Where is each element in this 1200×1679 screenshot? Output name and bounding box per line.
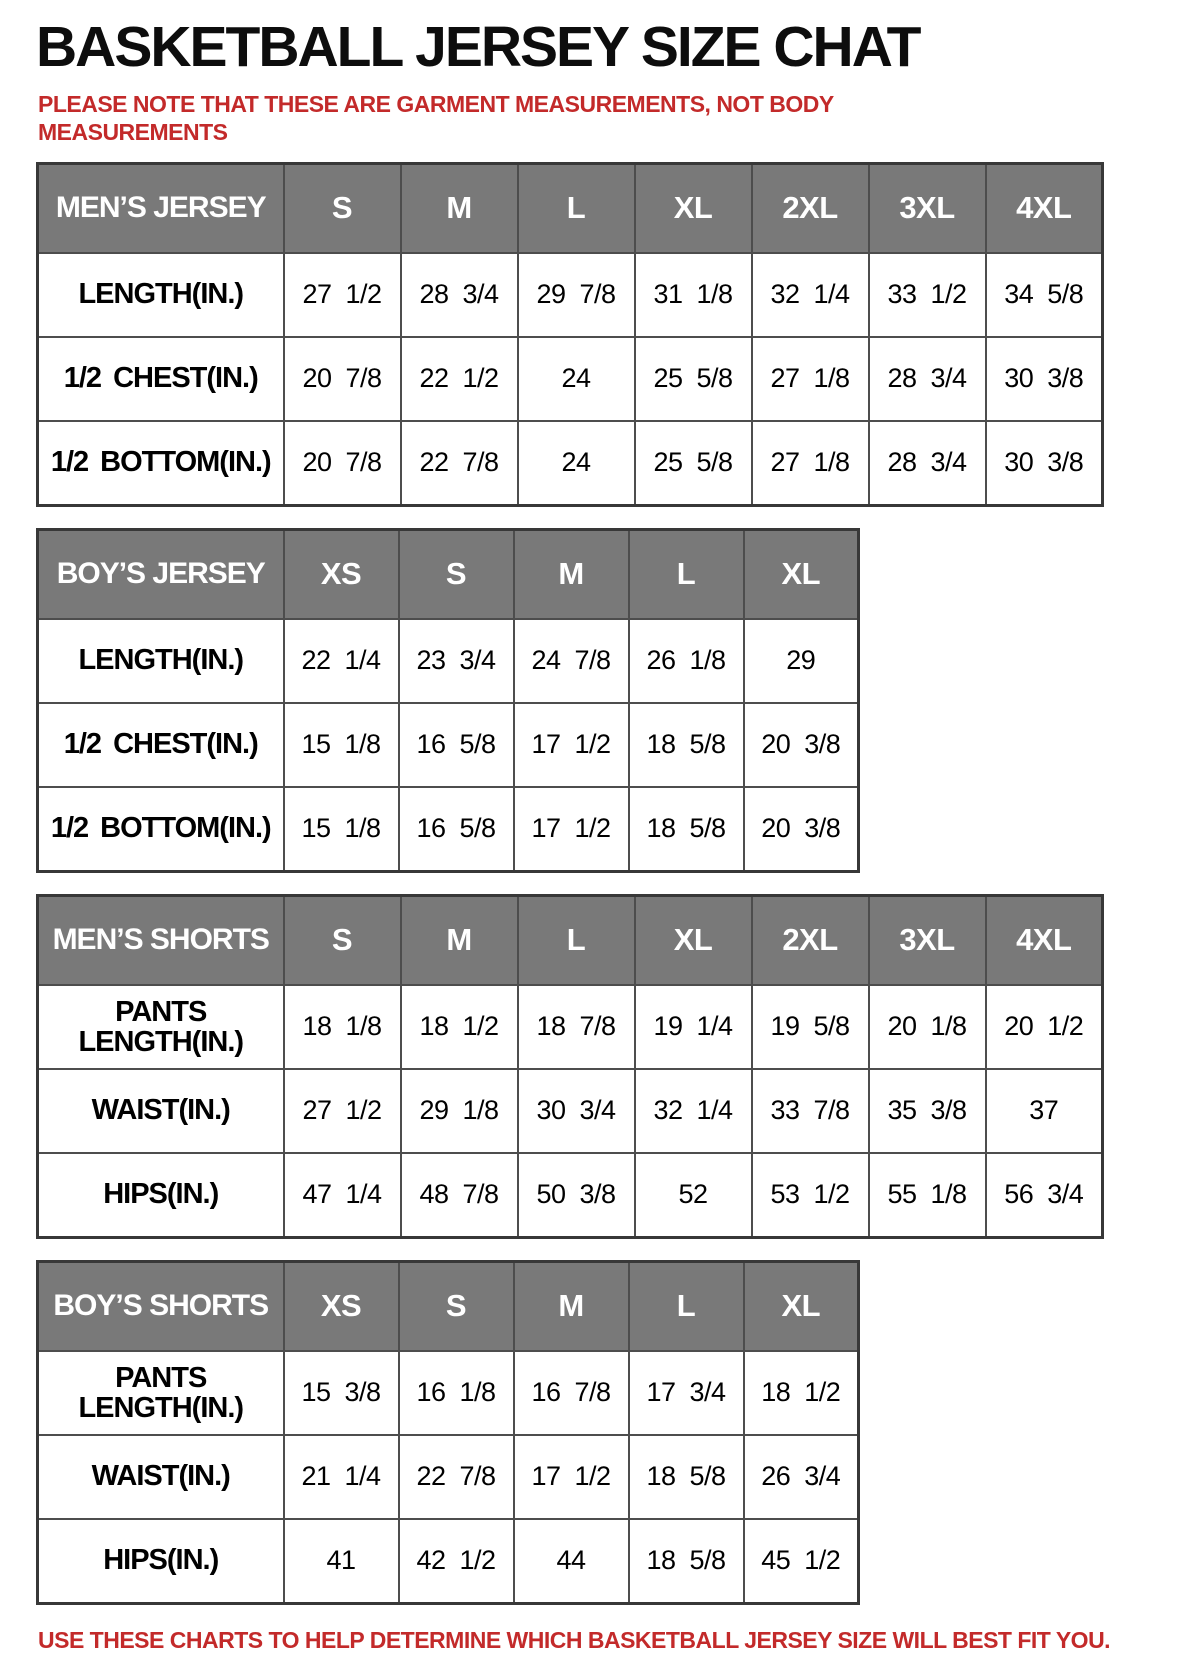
- measurement-value-cell: 18 5/8: [629, 1519, 744, 1604]
- size-header-cell: 3XL: [869, 895, 986, 985]
- measurement-value-cell: 33 1/2: [869, 253, 986, 337]
- tables-root: [36, 162, 1170, 1605]
- measurement-value-cell: 23 3/4: [399, 619, 514, 703]
- measurement-value-cell: 18 1/2: [401, 985, 518, 1069]
- size-table: [36, 894, 1104, 1239]
- measurement-value-cell: 26 3/4: [744, 1435, 859, 1519]
- measurement-value-cell: 32 1/4: [752, 253, 869, 337]
- footer-note: USE THESE CHARTS TO HELP DETERMINE WHICH BASKETBALL JERSEY SIZE WILL BEST FIT YOU.: [38, 1626, 1111, 1653]
- measurement-value-cell: 17 3/4: [629, 1351, 744, 1435]
- size-header-cell: XL: [635, 163, 752, 253]
- measurement-row: [38, 1153, 1103, 1238]
- header-row: [38, 529, 859, 619]
- size-header-cell: 2XL: [752, 895, 869, 985]
- measurement-value-cell: 45 1/2: [744, 1519, 859, 1604]
- header-row: [38, 163, 1103, 253]
- size-header-cell: S: [284, 895, 401, 985]
- garment-measurement-note: PLEASE NOTE THAT THESE ARE GARMENT MEASUREMENTS, NOT BODY MEASUREMENTS: [38, 90, 834, 145]
- measurement-value-cell: 27 1/8: [752, 337, 869, 421]
- measurement-value-cell: 21 1/4: [284, 1435, 399, 1519]
- measurement-value-cell: 26 1/8: [629, 619, 744, 703]
- measurement-value-cell: 19 1/4: [635, 985, 752, 1069]
- size-header-cell: 3XL: [869, 163, 986, 253]
- measurement-value-cell: 15 1/8: [284, 787, 399, 872]
- table-title-cell: MEN’S JERSEY: [38, 163, 284, 253]
- header-row: [38, 895, 1103, 985]
- measurement-value-cell: 30 3/4: [518, 1069, 635, 1153]
- measurement-row: [38, 1069, 1103, 1153]
- size-header-cell: S: [399, 1261, 514, 1351]
- measurement-value-cell: 20 1/2: [986, 985, 1103, 1069]
- size-header-cell: 4XL: [986, 163, 1103, 253]
- measurement-value-cell: 32 1/4: [635, 1069, 752, 1153]
- header-row: [38, 1261, 859, 1351]
- measurement-value-cell: 30 3/8: [986, 337, 1103, 421]
- measurement-value-cell: 17 1/2: [514, 1435, 629, 1519]
- measurement-value-cell: 29 1/8: [401, 1069, 518, 1153]
- size-header-cell: M: [401, 163, 518, 253]
- measurement-value-cell: 35 3/8: [869, 1069, 986, 1153]
- measurement-value-cell: 29 7/8: [518, 253, 635, 337]
- size-table: [36, 528, 860, 873]
- measurement-value-cell: 27 1/2: [284, 1069, 401, 1153]
- measurement-value-cell: 33 7/8: [752, 1069, 869, 1153]
- measurement-label-cell: 1/2 BOTTOM(IN.): [38, 787, 284, 872]
- measurement-value-cell: 52: [635, 1153, 752, 1238]
- measurement-value-cell: 25 5/8: [635, 337, 752, 421]
- measurement-value-cell: 29: [744, 619, 859, 703]
- measurement-value-cell: 17 1/2: [514, 703, 629, 787]
- measurement-label-cell: [38, 1351, 284, 1435]
- measurement-value-cell: 20 7/8: [284, 337, 401, 421]
- measurement-value-cell: 27 1/8: [752, 421, 869, 506]
- measurement-row: [38, 787, 859, 872]
- measurement-label-cell: WAIST(IN.): [38, 1069, 284, 1153]
- measurement-label-cell: [38, 985, 284, 1069]
- measurement-value-cell: 16 1/8: [399, 1351, 514, 1435]
- size-header-cell: 2XL: [752, 163, 869, 253]
- measurement-label-cell: LENGTH(IN.): [38, 619, 284, 703]
- measurement-value-cell: 16 7/8: [514, 1351, 629, 1435]
- measurement-row: [38, 703, 859, 787]
- measurement-value-cell: 37: [986, 1069, 1103, 1153]
- table-title-cell: BOY’S JERSEY: [38, 529, 284, 619]
- measurement-value-cell: 18 1/8: [284, 985, 401, 1069]
- measurement-value-cell: 24: [518, 337, 635, 421]
- measurement-value-cell: 28 3/4: [869, 337, 986, 421]
- size-header-cell: L: [629, 529, 744, 619]
- size-header-cell: L: [518, 163, 635, 253]
- measurement-value-cell: 16 5/8: [399, 703, 514, 787]
- measurement-row: [38, 337, 1103, 421]
- size-header-cell: S: [399, 529, 514, 619]
- measurement-value-cell: 19 5/8: [752, 985, 869, 1069]
- measurement-value-cell: 28 3/4: [869, 421, 986, 506]
- measurement-value-cell: 18 5/8: [629, 1435, 744, 1519]
- measurement-label-line: LENGTH(IN.): [78, 1391, 244, 1424]
- measurement-value-cell: 27 1/2: [284, 253, 401, 337]
- measurement-value-cell: 55 1/8: [869, 1153, 986, 1238]
- measurement-value-cell: 18 1/2: [744, 1351, 859, 1435]
- size-header-cell: L: [629, 1261, 744, 1351]
- measurement-value-cell: 20 1/8: [869, 985, 986, 1069]
- measurement-value-cell: 56 3/4: [986, 1153, 1103, 1238]
- measurement-value-cell: 41: [284, 1519, 399, 1604]
- measurement-value-cell: 15 1/8: [284, 703, 399, 787]
- measurement-value-cell: 22 1/2: [401, 337, 518, 421]
- measurement-row: [38, 1519, 859, 1604]
- table-title-cell: BOY’S SHORTS: [38, 1261, 284, 1351]
- size-table: [36, 1260, 860, 1605]
- measurement-row: [38, 985, 1103, 1069]
- measurement-value-cell: 20 3/8: [744, 703, 859, 787]
- measurement-value-cell: 20 3/8: [744, 787, 859, 872]
- size-header-cell: XL: [744, 1261, 859, 1351]
- measurement-value-cell: 15 3/8: [284, 1351, 399, 1435]
- table-title-cell: MEN’S SHORTS: [38, 895, 284, 985]
- size-header-cell: XL: [635, 895, 752, 985]
- measurement-value-cell: 17 1/2: [514, 787, 629, 872]
- size-header-cell: M: [401, 895, 518, 985]
- measurement-label-line: PANTS: [115, 995, 207, 1028]
- measurement-value-cell: 22 7/8: [401, 421, 518, 506]
- measurement-label-cell: HIPS(IN.): [38, 1153, 284, 1238]
- measurement-value-cell: 18 5/8: [629, 787, 744, 872]
- measurement-row: [38, 421, 1103, 506]
- measurement-value-cell: 53 1/2: [752, 1153, 869, 1238]
- measurement-value-cell: 20 7/8: [284, 421, 401, 506]
- measurement-value-cell: 47 1/4: [284, 1153, 401, 1238]
- measurement-row: [38, 1435, 859, 1519]
- size-header-cell: M: [514, 529, 629, 619]
- measurement-value-cell: 24: [518, 421, 635, 506]
- size-header-cell: S: [284, 163, 401, 253]
- measurement-row: [38, 1351, 859, 1435]
- measurement-value-cell: 44: [514, 1519, 629, 1604]
- measurement-label-line: LENGTH(IN.): [78, 1025, 244, 1058]
- measurement-label-cell: LENGTH(IN.): [38, 253, 284, 337]
- measurement-value-cell: 48 7/8: [401, 1153, 518, 1238]
- measurement-label-cell: 1/2 BOTTOM(IN.): [38, 421, 284, 506]
- size-table: [36, 162, 1104, 507]
- size-header-cell: XL: [744, 529, 859, 619]
- size-header-cell: M: [514, 1261, 629, 1351]
- measurement-label-cell: WAIST(IN.): [38, 1435, 284, 1519]
- measurement-value-cell: 30 3/8: [986, 421, 1103, 506]
- measurement-value-cell: 42 1/2: [399, 1519, 514, 1604]
- measurement-label-cell: 1/2 CHEST(IN.): [38, 703, 284, 787]
- measurement-value-cell: 28 3/4: [401, 253, 518, 337]
- measurement-value-cell: 31 1/8: [635, 253, 752, 337]
- measurement-label-cell: 1/2 CHEST(IN.): [38, 337, 284, 421]
- measurement-row: [38, 619, 859, 703]
- measurement-value-cell: 22 7/8: [399, 1435, 514, 1519]
- size-header-cell: L: [518, 895, 635, 985]
- measurement-value-cell: 22 1/4: [284, 619, 399, 703]
- measurement-value-cell: 16 5/8: [399, 787, 514, 872]
- measurement-value-cell: 24 7/8: [514, 619, 629, 703]
- measurement-row: [38, 253, 1103, 337]
- measurement-value-cell: 50 3/8: [518, 1153, 635, 1238]
- measurement-value-cell: 34 5/8: [986, 253, 1103, 337]
- measurement-value-cell: 25 5/8: [635, 421, 752, 506]
- size-header-cell: XS: [284, 1261, 399, 1351]
- page-title: BASKETBALL JERSEY SIZE CHAT: [36, 15, 920, 79]
- measurement-label-cell: HIPS(IN.): [38, 1519, 284, 1604]
- size-header-cell: XS: [284, 529, 399, 619]
- measurement-value-cell: 18 7/8: [518, 985, 635, 1069]
- measurement-value-cell: 18 5/8: [629, 703, 744, 787]
- measurement-label-line: PANTS: [115, 1361, 207, 1394]
- size-header-cell: 4XL: [986, 895, 1103, 985]
